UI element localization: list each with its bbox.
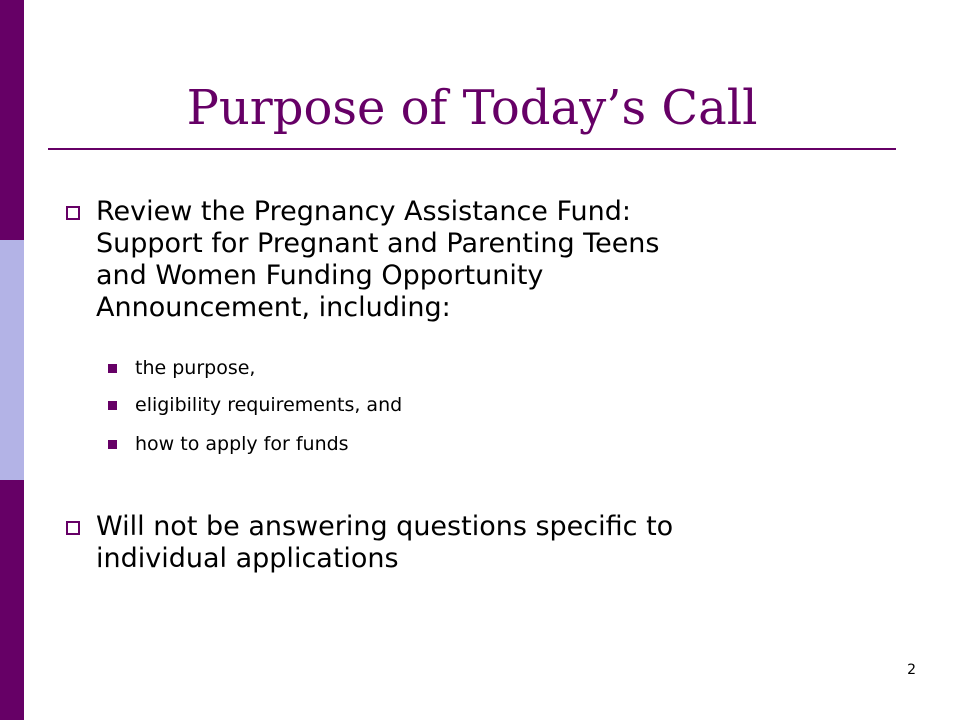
page-number: 2 <box>907 662 916 678</box>
bullet-review <box>66 196 866 324</box>
sub-bullet-apply <box>108 432 808 456</box>
square-bullet-icon <box>108 364 117 373</box>
slide-title: Purpose of Today’s Call <box>186 80 758 136</box>
bullet-line: Announcement, including: <box>96 292 451 323</box>
square-bullet-icon <box>108 401 117 410</box>
bullet-line: Review the Pregnancy Assistance Fund: <box>96 196 632 227</box>
side-bar-top <box>0 0 24 240</box>
square-bullet-icon <box>108 440 117 449</box>
sub-bullet-text: the purpose, <box>135 357 256 379</box>
bullet-not-answering <box>66 511 866 575</box>
title-underline <box>48 148 896 150</box>
sub-bullet-purpose <box>108 356 808 380</box>
side-bar-bottom <box>0 480 24 720</box>
bullet-line: Support for Pregnant and Parenting Teens <box>96 228 660 259</box>
bullet-line: Will not be answering questions specific to <box>96 511 674 542</box>
bullet-line: individual applications <box>96 543 399 574</box>
side-bar-middle <box>0 240 24 480</box>
sub-bullet-text: eligibility requirements, and <box>135 394 403 416</box>
sub-bullet-eligibility <box>108 393 808 417</box>
bullet-line: and Women Funding Opportunity <box>96 260 544 291</box>
sub-bullet-text: how to apply for funds <box>135 433 349 455</box>
hollow-square-bullet-icon <box>66 206 80 220</box>
hollow-square-bullet-icon <box>66 521 80 535</box>
